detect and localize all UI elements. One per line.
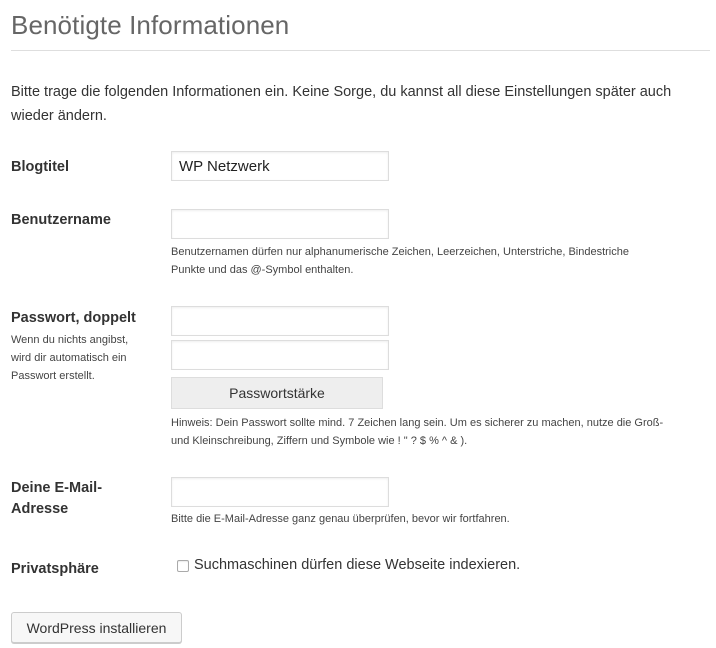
username-hint-line-1: Benutzernamen dürfen nur alphanumerische Zeichen, Leerzeichen, Unterstriche, Bindestriche [171,246,629,258]
title-divider [11,50,710,51]
password-confirm-input[interactable] [171,340,389,370]
password-label: Passwort, doppelt [11,310,136,326]
password-hint-line-2: und Kleinschreibung, Ziffern und Symbole wie ! " ? $ % ^ & ). [171,435,468,447]
password-hint [171,414,691,450]
blog-title-input[interactable] [171,151,389,181]
blog-title-label: Blogtitel [11,159,69,175]
username-input[interactable] [171,209,389,239]
password-hint-line-1: Hinweis: Dein Passwort sollte mind. 7 Zeichen lang sein. Um es sicherer zu machen, nutze die Groß- [171,417,664,429]
password-sublabel-line-2: wird dir automatisch ein [11,352,127,364]
install-wordpress-button[interactable]: WordPress installieren [11,612,182,643]
username-hint [171,243,691,279]
password-sublabel [11,331,161,385]
privacy-label: Privatsphäre [11,561,99,577]
email-label [11,478,102,520]
email-label-line-1: Deine E-Mail- [11,480,103,496]
password-sublabel-line-1: Wenn du nichts angibst, [11,334,129,346]
page-title: Benötigte Informationen [11,10,290,40]
email-input[interactable] [171,477,389,507]
intro-text: Bitte trage die folgenden Informationen ein. Keine Sorge, du kannst all diese Einstellungen später auch wieder ändern. [11,84,672,124]
username-label: Benutzername [11,212,111,228]
username-hint-line-2: Punkte und das @-Symbol enthalten. [171,264,354,276]
password-sublabel-line-3: Passwort erstellt. [11,370,95,382]
password-input[interactable] [171,306,389,336]
search-engine-checkbox[interactable] [177,560,189,572]
email-label-line-2: Adresse [11,501,69,517]
search-engine-checkbox-label[interactable]: Suchmaschinen dürfen diese Webseite indexieren. [194,557,521,573]
password-strength-indicator: Passwortstärke [171,377,383,409]
email-hint: Bitte die E-Mail-Adresse ganz genau überprüfen, bevor wir fortfahren. [171,513,510,525]
